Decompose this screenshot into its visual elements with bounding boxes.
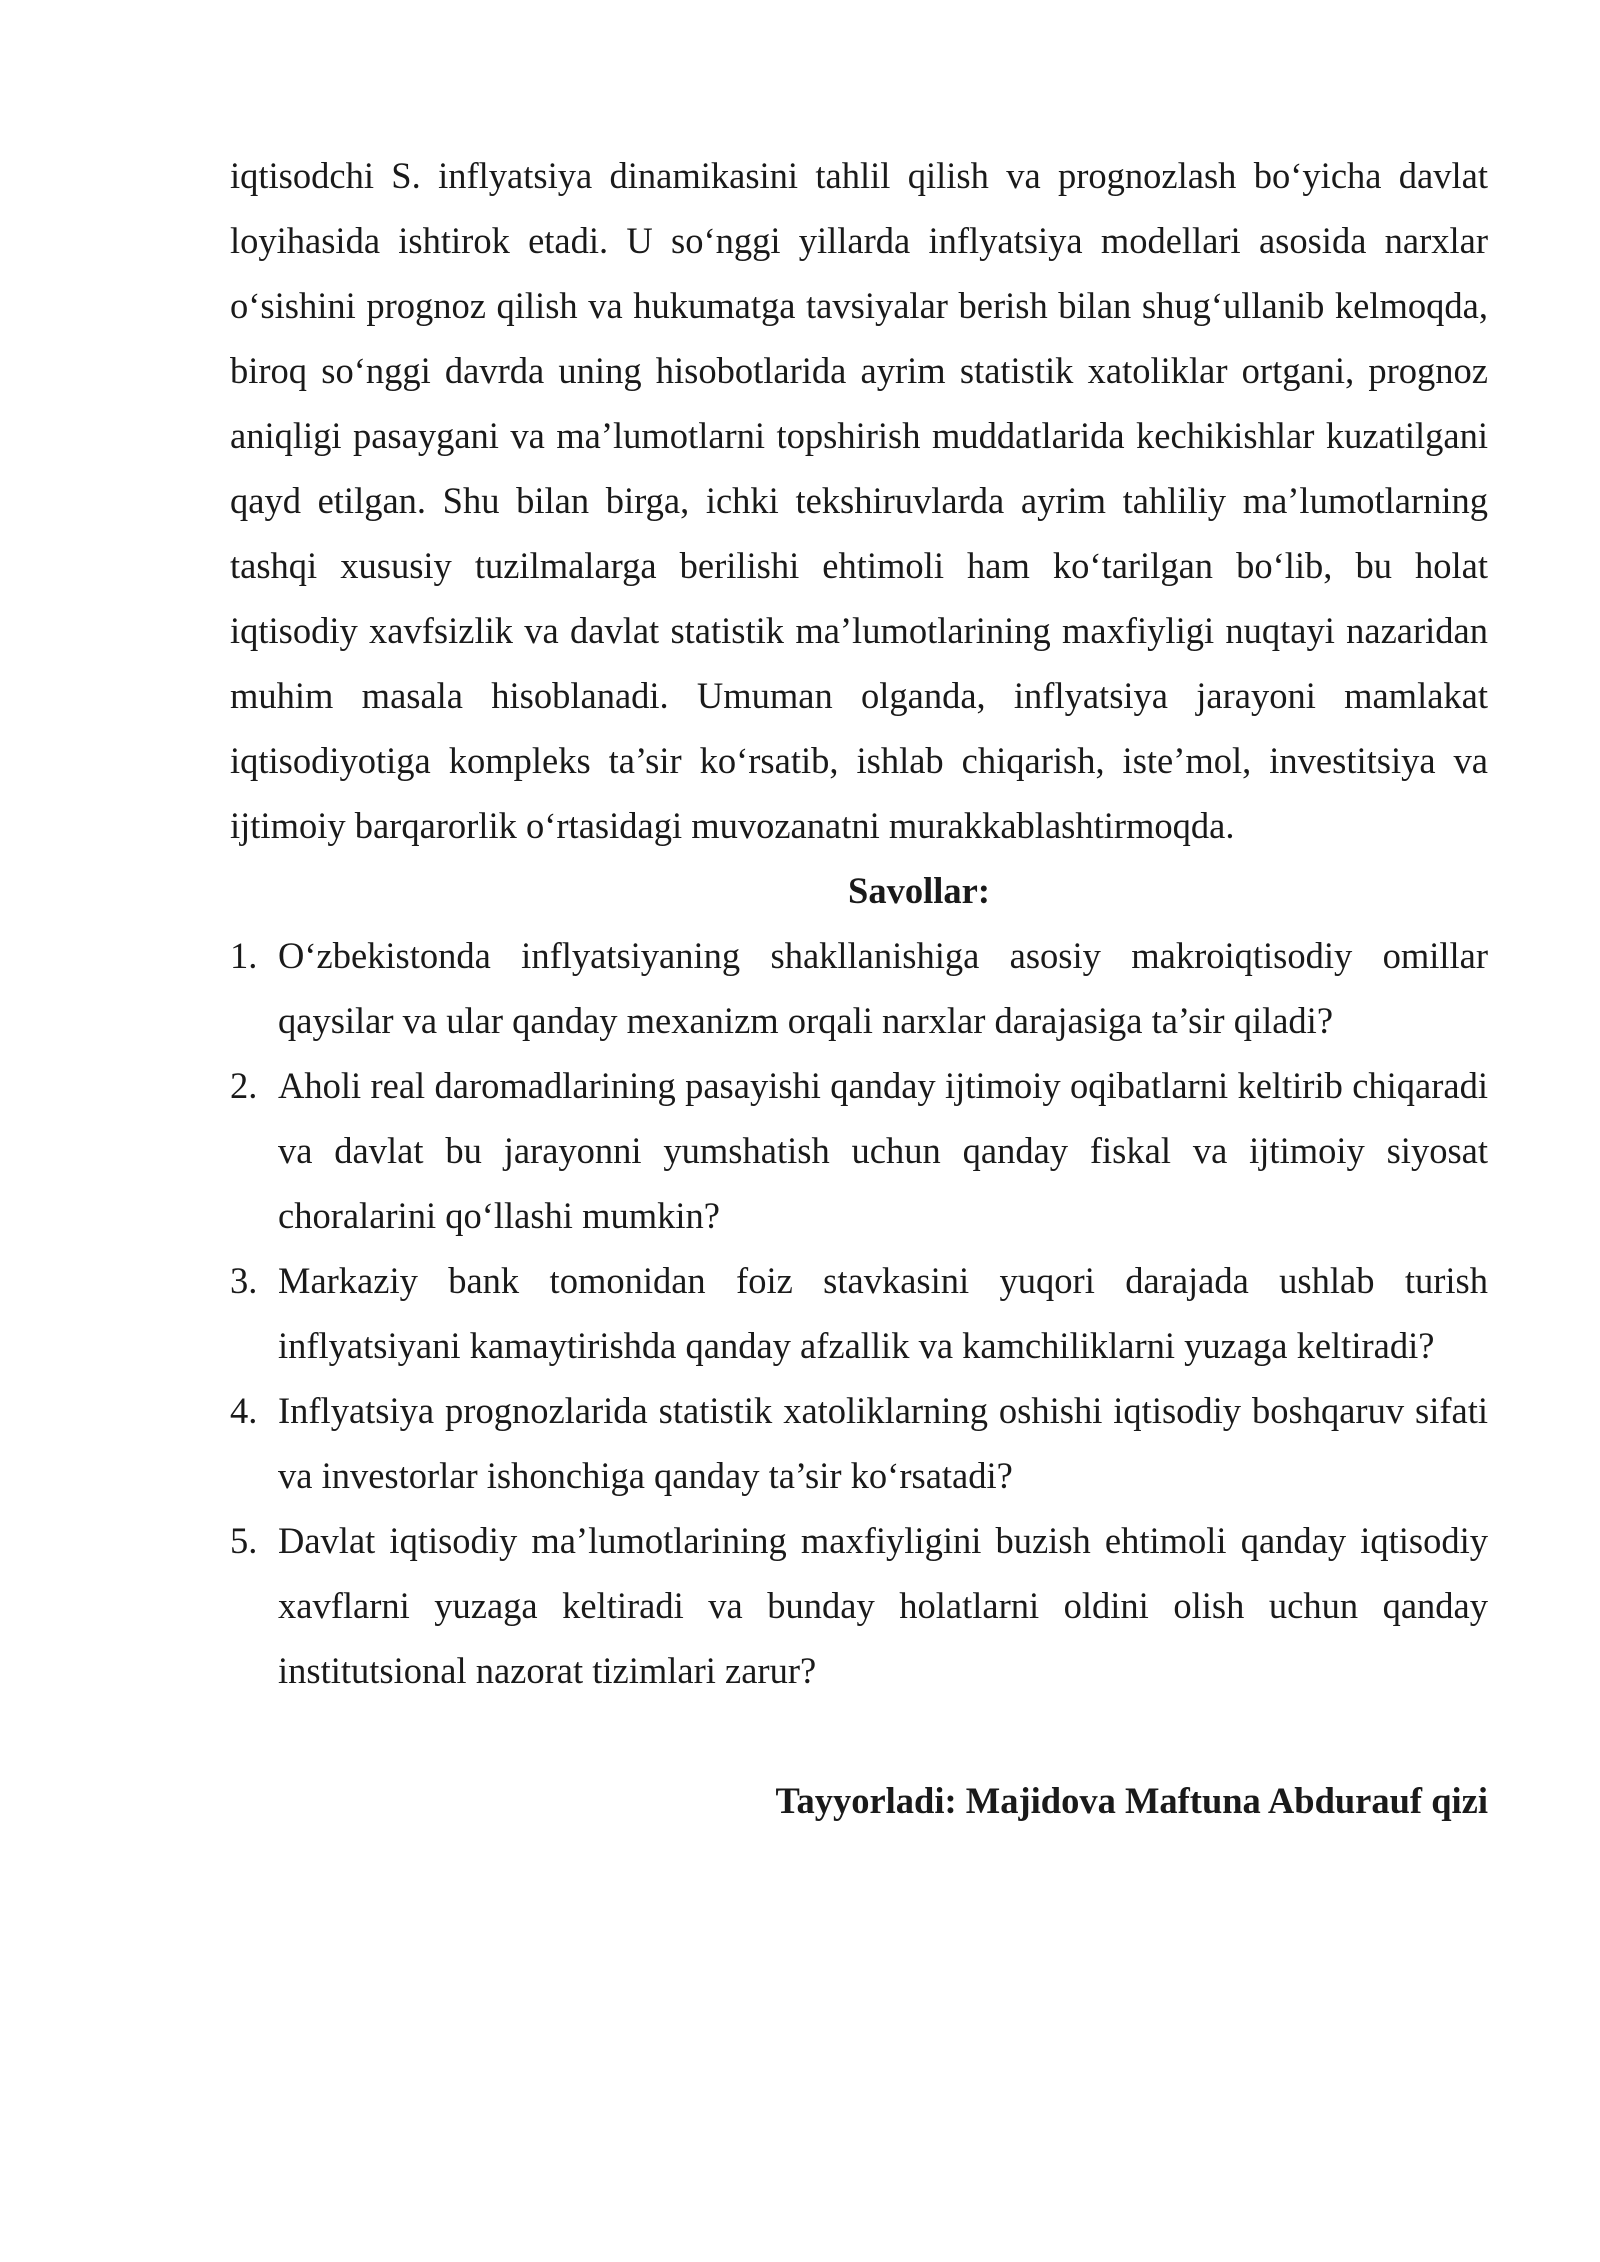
question-text: Davlat iqtisodiy ma’lumotlarining maxfiyligini buzish ehtimoli qanday iqtisodiy xavflarni yuzaga keltiradi va bunday holatlarni oldini olish uchun qanday institutsional nazorat tizimlari zarur?: [278, 1520, 1488, 1691]
questions-heading: Savollar:: [848, 870, 990, 911]
question-number: 2.: [230, 1065, 258, 1106]
question-item: [230, 1053, 1488, 1248]
case-paragraph: iqtisodchi S. inflyatsiya dinamikasini tahlil qilish va prognozlash bo‘yicha davlat loyihasida ishtirok etadi. U so‘nggi yillarda inflyatsiya modellari asosida narxlar o‘sishini prognoz qilish va hukumatga tavsiyalar berish bilan shug‘ullanib kelmoqda, biroq so‘nggi davrda uning hisobotlarida ayrim statistik xatoliklar ortgani, prognoz aniqligi pasaygani va ma’lumotlarni topshirish muddatlarida kechikishlar kuzatilgani qayd etilgan. Shu bilan birga, ichki tekshiruvlarda ayrim tahliliy ma’lumotlarning tashqi xususiy tuzilmalarga berilishi ehtimoli ham ko‘tarilgan bo‘lib, bu holat iqtisodiy xavfsizlik va davlat statistik ma’lumotlarining maxfiyligi nuqtayi nazaridan muhim masala hisoblanadi. Umuman olganda, inflyatsiya jarayoni mamlakat iqtisodiyotiga kompleks ta’sir ko‘rsatib, ishlab chiqarish, iste’mol, investitsiya va ijtimoiy barqarorlik o‘rtasidagi muvozanatni murakkablashtirmoqda.: [230, 155, 1488, 846]
question-text: Inflyatsiya prognozlarida statistik xatoliklarning oshishi iqtisodiy boshqaruv sifati va investorlar ishonchiga qanday ta’sir ko‘rsatadi?: [278, 1390, 1488, 1496]
question-number: 3.: [230, 1260, 258, 1301]
question-text: O‘zbekistonda inflyatsiyaning shakllanishiga asosiy makroiqtisodiy omillar qaysilar va ular qanday mexanizm orqali narxlar darajasiga ta’sir qiladi?: [278, 935, 1488, 1041]
question-number: 1.: [230, 935, 258, 976]
author-signature: Tayyorladi: Majidova Maftuna Abdurauf qizi: [775, 1780, 1488, 1821]
question-text: Aholi real daromadlarining pasayishi qanday ijtimoiy oqibatlarni keltirib chiqaradi va davlat bu jarayonni yumshatish uchun qanday fiskal va ijtimoiy siyosat choralarini qo‘llashi mumkin?: [278, 1065, 1488, 1236]
questions-list: [230, 923, 1488, 1703]
question-item: [230, 923, 1488, 1053]
question-number: 4.: [230, 1390, 258, 1431]
question-text: Markaziy bank tomonidan foiz stavkasini yuqori darajada ushlab turish inflyatsiyani kamaytirishda qanday afzallik va kamchiliklarni yuzaga keltiradi?: [278, 1260, 1488, 1366]
document-body: [230, 143, 1488, 1833]
question-number: 5.: [230, 1520, 258, 1561]
question-item: [230, 1248, 1488, 1378]
question-item: [230, 1508, 1488, 1703]
question-item: [230, 1378, 1488, 1508]
